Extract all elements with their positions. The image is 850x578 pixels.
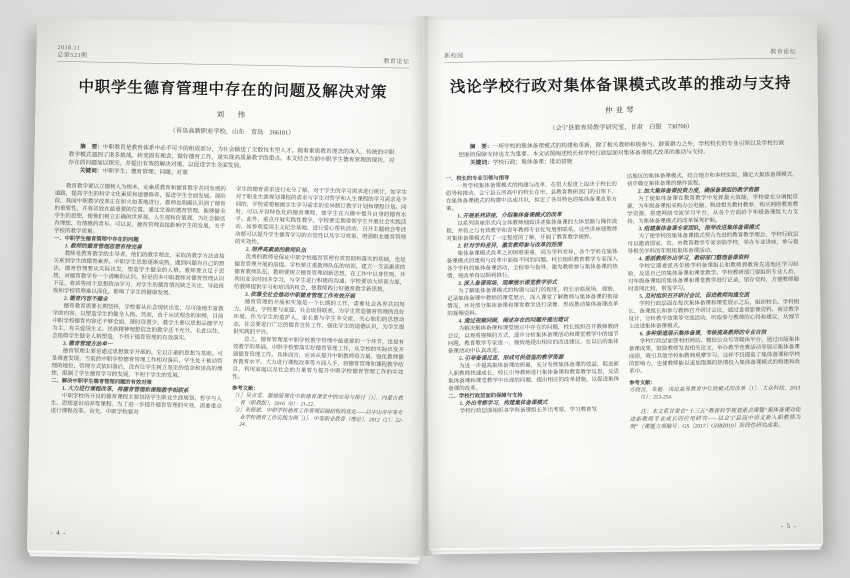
subsection-heading: 1. 大力进行课程改革，将德育管理和课程教学相联系 bbox=[61, 385, 189, 394]
body-paragraph: 学校定期委派各年级学科备课组长和教师到教育先进地区学习经验，反思自己的集体备课和课堂教学。学校教研部门要组织专业人员，对年级备课组的集体备课和课堂教学进行记录，留存资料，方便教师随时查阅比较，借鉴学习。 bbox=[627, 261, 800, 292]
body-paragraph: 教师是教育教学的主导者，他们的教学理念、采取的教学方法直接关系到学生的德育素养。中职学生思想逐渐成熟，遇到问题有自己的想法，德育管理要从实际出发，塑造学生健全的人格。教师要立足于思想，对德育教学有一个清晰的认识。但是很多中职教师对德育管理认识不足，将其等同于思想政治学习，对学生的德育情况缺乏关注，导致班级和学校管理难以深化，影响了学生的健康发展。 bbox=[52, 250, 225, 296]
body-paragraph: 教育教学要以立德树人为根本，走素质教育和德育教学共同发展的道路，提高学生的科学文化素质和道德修养，促进学生全面发展。现阶段，我国中职教学改革正在如火如荼地进行，教师也明确认识到了德育的重要性，并将其放在最重要的位置。通过完善的德育管理，能够健全学生的思想，使他们树立正确的世界观、人生观和价值观，为社会输送有理想、有情感的青年。可以说，德育管理直接影响学生的发展，关乎学校的教学质量。 bbox=[54, 182, 226, 235]
subsection-heading: 3. 组建集体备课专家团队，指导改进集体备课模式 bbox=[638, 224, 760, 232]
abstract-label: 摘 要： bbox=[80, 143, 104, 151]
issue-date: 2018.11 bbox=[57, 43, 81, 52]
body-paragraph: 学校行政层面在每次集体备课和课堂展示之后，组织校长、学科组长、备课组长和参与教师召开研讨会议，通过查看影像资料，商讨教学设计，分析教学效果等交流活动，听取参与教师的心得和建议，从细节上改进集体备课模式。 bbox=[628, 298, 800, 330]
subsection-heading: 5. 引导备课反思，形成可供借鉴的教学资源 bbox=[458, 354, 564, 362]
two-column-body bbox=[446, 171, 802, 495]
journal-name: 新校园 bbox=[444, 51, 464, 60]
body-paragraph-continued: 达地区的集体备课模式，结合地方和本校实际，确定大集体备课模式，初步确定集体备课的操作流程。 bbox=[626, 171, 798, 187]
section-heading: 一、校长的专业引领与指导 bbox=[445, 174, 510, 182]
keywords-text: 中职学生；德育管理；问题；对策 bbox=[102, 168, 188, 176]
references-heading: 参考文献： bbox=[629, 379, 656, 386]
subsection-heading: 2. 德育内容不健全 bbox=[63, 295, 108, 303]
body-paragraph: 优秀的教师是保证中职学校德育管理有效贯彻和落实的基础，也是德育管理开展的前提。学校要注重教师队伍的培训，建立一支高素质的德育教师队伍。教师要树立德育管理创新思想，在工作中以身作则，并利用业余时间多学习，与学生进行积极的沟通；学校要加大培训力度，给教师提供学习和培训的机会，使教师践行好德育教学新思想。 bbox=[233, 253, 406, 293]
body-paragraph: 德育管理主要是通过思想教学开展的，它以正确的思想为基础。可是调查发现，当前的中职学校德育管理工作相对落后，学生处于被动管理的地位，管理方式依旧落后，没有让学生树立坚定的信念和崇高的理想，限制了学生德育学习的发展，不利于学生的发展。 bbox=[51, 347, 223, 379]
section-heading: 二、解决中职学生德育管理问题的有效对策 bbox=[51, 377, 152, 386]
reference-item: 方晓岳，朱魁．浅论高等教育中行政模式的改革［J］．大众科技，2013（5）：253-254． bbox=[629, 385, 801, 401]
article-title: 中职学生德育管理中存在的问题及解决对策 bbox=[78, 77, 388, 101]
journal-spread-photo bbox=[30, 14, 822, 562]
body-paragraph: 学校行政层面要利用网站、微信公众号等媒体平台，通过出版集体备课成果，鼓励教师发表相关论文，举办教学竞赛活动等展示集体备课成绩，吸引其他学校和教师观摩学习。这样不仅提高了集体备课和学校的影响力，也使教师能以更加饱满的热情投入集体备课模式的构建和改革中。 bbox=[628, 336, 801, 375]
subsection-heading: 3. 依靠全社会推动中职德育管理工作有效开展 bbox=[244, 291, 355, 300]
subsection-heading: 4. 通过视频回顾，阐述存在的问题并提出建议 bbox=[458, 316, 569, 325]
section-label: 教育论坛 bbox=[383, 57, 410, 65]
issue-number: 总第523期 bbox=[57, 51, 88, 59]
author-name: 仲亚琴 bbox=[605, 106, 637, 115]
subsection-heading: 6. 多种渠道展示集体备课，考核提高教师的专业自信 bbox=[639, 329, 767, 337]
subsection-heading: 1. 教师的德育管理思想有待完善 bbox=[64, 242, 142, 251]
body-paragraph: 以系列讲座形式向全体教师细致讲述集体备课的大体思路与操作流程，并将之与有效教学和青年教师专业化发展相联系。这些讲座使教师对集体备课模式有了一定程度的了解，开阔了教育教学视野。 bbox=[446, 218, 618, 242]
reference-item: ［1］吴言堂．激励原理在中职德育课堂中的应用与探讨［J］．内蒙古教育（职教版），2016（8）：21-22． bbox=[231, 392, 403, 408]
body-paragraph: 学校行政层面组织各学科备课组长外出考察，学习教育发 bbox=[459, 406, 598, 415]
body-paragraph: 为了解集体备课模式的构建与运行的程度，校长亲临现场，观察、记录集体备课中教师的课堂展示，深入课堂了解教师与集体备课的衔接情况，并对部分集体备课和课堂教学进行录像，形成推动集体备课改革的视频资料。 bbox=[447, 286, 619, 317]
body-paragraph: 一所学校集体备课模式的构建与改革，在很大程度上取决于校长的倡导和推动。会宁县五所高中的校长在市、县教育教研部门的引领下，在集体备课模式的构建中达成共识，拟定了各具特色的集体备课改革方案。 bbox=[445, 181, 618, 212]
subsection-heading: 4. 委派教师外出学习，教研部门整理备课资料 bbox=[638, 254, 749, 262]
abstract-label: 摘 要： bbox=[469, 143, 493, 150]
subsection-heading: 5. 及时组织召开研讨会议，促进教师沟通交流 bbox=[639, 291, 750, 300]
body-paragraph: 德育管理的开展和实施是一个长期的工作，需要社会各界共同努力。因此，学校要与家庭、社会取得联系，为学生营造德育管理的良好环境。作为学生的监护人，家长要与学生多交流，关心他们的思想动态，社会要进行广泛的德育宣传工作，强化学生的道德认识，为学生提供实践的平台。 bbox=[233, 298, 405, 336]
fund-note: 注：本文系甘肃省“十三五”教育科学规划重点课题“集体备课对促进新教师专业成长的应用研究——以会宁县高中语文新入职教师为例”（课题立项编号：GS［2017］GHBZ010）阶段性研究成果。 bbox=[629, 406, 801, 431]
abstract-text: 一所学校的集体备课模式的构建和革新，除了相关教师积极参与、群策群力之外，学校校长的专业引领以及学校行政层面的保障支持也尤为重要。本文试图阐述校长和学校行政层面对集体备课模式改革的推动与支持。 bbox=[458, 140, 785, 159]
section-heading: 二、学校行政层面的保障与支持 bbox=[448, 392, 523, 400]
body-paragraph: 集体备课模式改革之初困难重重，因为学科差异，各个学科在集体备课模式的建构与改革中面临不同的问题。校长组织教育教学专家深入各个学科的集体备课活动，全程参与指导，激发教师参与集体备课的热情，使改革得以顺利推行。 bbox=[446, 248, 618, 280]
text-column-1 bbox=[446, 173, 621, 495]
left-page-header bbox=[57, 44, 409, 69]
subsection-heading: 2. 加大集体备课投资力度，确保备课组的教学资源 bbox=[637, 186, 759, 195]
subsection-heading: 1. 外出考察学习，构建集体备课模式 bbox=[459, 399, 548, 407]
section-label: 教育论坛 bbox=[770, 47, 797, 56]
body-paragraph: 总之，德育管理是中职学校教学管理中最重要的一个环节，也是有效教学的基础。中职学校要落实好德育管理工作，从学校的实际出发开展德育管理工作。具体而言，应该从提升中职教师资力量、强化教师德育教育水平、大力进行课程改革等方面入手，将德育管理和课程教学结合，利用家庭以及社会的力量着力提升中职学校德育管理工作的实效性。 bbox=[232, 336, 405, 380]
keywords-label: 关键词： bbox=[469, 159, 493, 166]
author-affiliation: （青岛高新职业学校，山东 青岛 266101） bbox=[169, 126, 295, 137]
body-paragraph: 为解决集体备课和课堂展示中存在的问题，校长组织召开教师教研会议，以观看视频的方式，逐步分析集体备课活动和课堂教学中的细节问题。教育教学专家逐一、细致地提出相应的改进建议，在以后的集体备课活动中认真改进。 bbox=[447, 323, 619, 355]
right-page-content bbox=[423, 16, 823, 549]
author-affiliation: （会宁县教育局教学研究室，甘肃 白银 730700） bbox=[549, 122, 694, 132]
author-name: 刘 伟 bbox=[216, 110, 249, 120]
two-column-body bbox=[49, 182, 407, 515]
left-page-content bbox=[27, 18, 431, 557]
reference-item: ［2］朱振斌．中职学校德育工作管理层级结构的优化——以中山市中等专业学校德育工作实践为例［J］．中等职业教育（理论），2012（2）：22-24． bbox=[231, 407, 403, 428]
body-paragraph: 为了使学校的集体备课模式契合先进的教育教学理念，学校行政层可以邀请国家、省、市教育教学专家亲临学校，举办专业讲座，参与指导相关学科的年级组集体备课活动。 bbox=[627, 231, 799, 255]
subsection-heading: 3. 德育管理方法单一 bbox=[62, 340, 113, 348]
subsection-heading: 2. 培养高素质的教师队伍 bbox=[245, 246, 307, 254]
text-column-1 bbox=[49, 182, 226, 511]
keywords-text: 学校行政；集体备课；推动措施 bbox=[492, 158, 573, 166]
section-heading: 一、中职学生德育管理中存在的问题 bbox=[53, 235, 139, 243]
issue-block bbox=[57, 44, 87, 60]
body-paragraph: 为了使集体备课在教育教学中发挥最大效能，学校要充分调配资源，为年级备课组采购办公电脑，购进相关教材教参，购买网络教育教学资源，搭建网络交流学习平台，从各个方面给予年级备课组大力支持，为集体备课模式的改革保驾护航。 bbox=[627, 193, 799, 225]
references-heading: 参考文献： bbox=[232, 385, 259, 392]
right-page bbox=[423, 16, 823, 549]
body-paragraph: 德育教育需要长期坚持，学校要从社会现状出发，尽可能地丰富教学的内容，以塑造学生的健全人格。然而，由于应试理念的束缚，目前中职学校德育内容还不够全面，课时设置少，教学主要以思想品德学习为主，有关爱国主义、民族精神理想信念的教学还不充分。长此以往，会阻碍学生健全人格塑造，不利于德育管理的有效落实。 bbox=[51, 302, 224, 342]
abstract-text: 中职教育是教育体系中必不可少的组成部分，为社会输送了无数技术型人才。随着素质教育理念的深入，传统的中职教学模式遇到了诸多挑战。转变固有理念，做好德育工作，是实现高质量教学的重点。本文结合当前中职学生德育管理的现状，对存在的问题加以探究，并提出有效的解决对策，以促进学生全面发展。 bbox=[68, 144, 395, 169]
body-paragraph: 中职学校所开设的德育课程主要包括学生职业生涯规划、哲学与人生、思想意识培养等课程。为了进一步提升德育管理的实效，需要重点进行课程改革。首先，中职学校要对 bbox=[50, 392, 222, 416]
keywords-label: 关键词： bbox=[79, 167, 103, 175]
page-number: - 5 - bbox=[780, 521, 798, 530]
text-column-2 bbox=[627, 171, 802, 493]
subsection-heading: 2. 针对学科差异，激发教师参与改革的热情 bbox=[457, 241, 563, 250]
subsection-heading: 3. 深入备课现场，观摩展示课堂教学形式 bbox=[457, 279, 558, 287]
subsection-heading: 1. 开展系列讲座，介绍集体备课模式的改革 bbox=[457, 211, 562, 220]
text-column-2 bbox=[230, 186, 407, 515]
left-page bbox=[27, 18, 431, 557]
body-paragraph-continued: 学生的德育需求进行充分了解，对于学生的学习需求进行统计，如学生对于职业生涯规划课程的需求与学生对哲学和人生课程的学习需求是不同的，学校需要根据学生学习需求的差异制订教学计划和课程计划。同时，可以开设特色化的德育课程，使学生在兴趣中提升自身的德育水平。此外，重点开展实践性教学。学校要定期带领学生开展社会实践活动，如参观爱国主义纪念基地、进行爱心帮扶活动、召开主题班会等活动都可以提升学生德育学习的自觉性以及学习效果，增强职业德育管理的实效性。 bbox=[234, 186, 407, 246]
right-page-header bbox=[444, 48, 796, 63]
page-number: - 4 - bbox=[50, 528, 67, 537]
article-title: 浅论学校行政对集体备课模式改革的推动与支持 bbox=[449, 73, 792, 96]
body-paragraph: 为进一步提高集体备课的质量，充分发挥集体备课的效益，促进新入职教师快速成长，校长引导教师进行集体备课和教育教学反思，反思集体备课和课堂教学中出现的问题，提出相应的改革措施，以促进集体备课的改革。 bbox=[448, 361, 620, 392]
